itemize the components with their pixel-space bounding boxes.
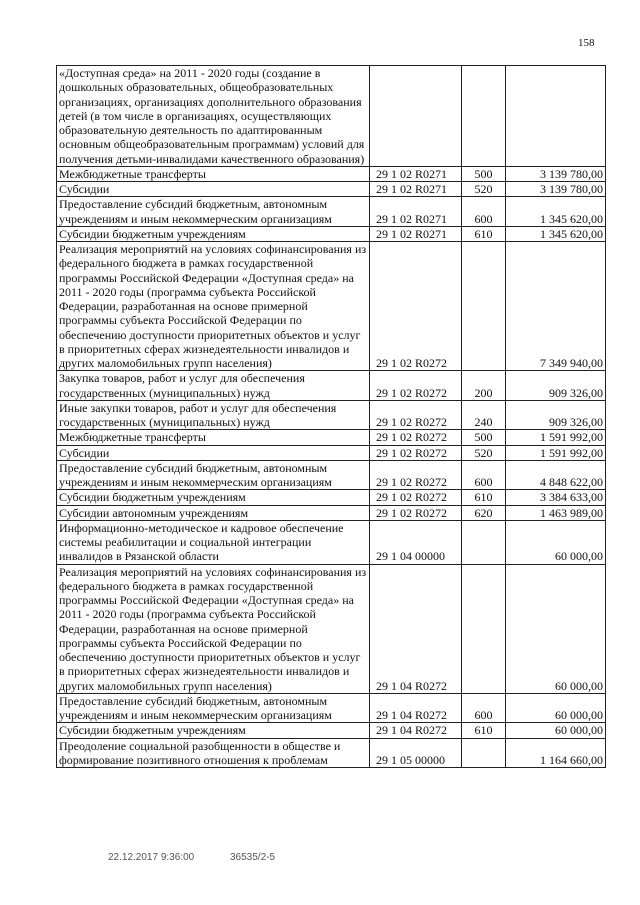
row-name: Субсидии автономным учреждениям [57,505,370,520]
row-expense-type: 610 [462,723,506,738]
row-expense-type [462,520,506,564]
row-name: Предоставление субсидий бюджетным, автономным учреждениям и иным некоммерческим организациям [57,197,370,227]
row-expense-type [462,738,506,768]
table-row [57,400,606,430]
row-code: 29 1 02 R0272 [370,460,462,490]
row-code [370,66,462,167]
row-expense-type: 520 [462,445,506,460]
row-code: 29 1 04 R0272 [370,723,462,738]
row-name: Преодоление социальной разобщенности в обществе и формирование позитивного отношения к проблемам [57,738,370,768]
table-body [57,66,606,768]
row-name: «Доступная среда» на 2011 - 2020 годы (создание в дошкольных образовательных, общеобразовательных организациях, организациях дополнительного образования детей (в том числе в организациях, осуществляющих образовательную деятельность по адаптированным основным общеобразовательным программам) условий для получения детьми-инвалидами качественного образования) [57,66,370,167]
row-name: Иные закупки товаров, работ и услуг для обеспечения государственных (муниципальных) нужд [57,400,370,430]
row-expense-type: 500 [462,430,506,445]
row-code: 29 1 02 R0272 [370,445,462,460]
row-expense-type [462,66,506,167]
row-amount: 60 000,00 [506,693,606,723]
row-amount: 3 384 633,00 [506,490,606,505]
row-expense-type: 600 [462,460,506,490]
row-expense-type: 610 [462,490,506,505]
row-name: Субсидии [57,445,370,460]
table-row [57,182,606,197]
row-name: Субсидии бюджетным учреждениям [57,226,370,241]
row-code: 29 1 02 R0271 [370,197,462,227]
table-row [57,430,606,445]
row-code: 29 1 04 R0272 [370,564,462,693]
table-row [57,505,606,520]
table-row [57,460,606,490]
row-code: 29 1 02 R0272 [370,490,462,505]
budget-table [56,65,606,768]
table-row [57,242,606,371]
footer-date: 22.12.2017 9:36:00 [108,852,195,863]
row-amount: 1 345 620,00 [506,197,606,227]
row-amount: 60 000,00 [506,723,606,738]
row-code: 29 1 02 R0272 [370,505,462,520]
table-row [57,564,606,693]
row-name: Информационно-методическое и кадровое обеспечение системы реабилитации и социальной интеграции инвалидов в Рязанской области [57,520,370,564]
row-amount: 1 164 660,00 [506,738,606,768]
row-expense-type: 610 [462,226,506,241]
row-amount: 3 139 780,00 [506,182,606,197]
row-name: Межбюджетные трансферты [57,430,370,445]
row-amount [506,66,606,167]
row-expense-type: 600 [462,693,506,723]
row-expense-type: 200 [462,371,506,401]
row-code: 29 1 05 00000 [370,738,462,768]
row-code: 29 1 02 R0272 [370,371,462,401]
row-amount: 1 345 620,00 [506,226,606,241]
table-row [57,197,606,227]
row-name: Реализация мероприятий на условиях софинансирования из федерального бюджета в рамках государственной программы Российской Федерации «Доступная среда» на 2011 - 2020 годы (программа субъекта Российской Федерации, разработанная на основе примерной программы субъекта Российской Федерации по обеспечению доступности приоритетных объектов и услуг в приоритетных сферах жизнедеятельности инвалидов и других маломобильных групп населения) [57,242,370,371]
row-amount: 4 848 622,00 [506,460,606,490]
table-row [57,445,606,460]
row-amount: 3 139 780,00 [506,166,606,181]
row-name: Реализация мероприятий на условиях софинансирования из федерального бюджета в рамках государственной программы Российской Федерации «Доступная среда» на 2011 - 2020 годы (программа субъекта Российской Федерации, разработанная на основе примерной программы субъекта Российской Федерации по обеспечению доступности приоритетных объектов и услуг в приоритетных сферах жизнедеятельности инвалидов и других маломобильных групп населения) [57,564,370,693]
row-expense-type: 620 [462,505,506,520]
row-code: 29 1 02 R0272 [370,430,462,445]
row-name: Субсидии [57,182,370,197]
table-row [57,226,606,241]
row-amount: 1 591 992,00 [506,430,606,445]
row-name: Субсидии бюджетным учреждениям [57,723,370,738]
table-row [57,693,606,723]
row-code: 29 1 04 00000 [370,520,462,564]
row-expense-type: 600 [462,197,506,227]
row-code: 29 1 04 R0272 [370,693,462,723]
row-amount: 1 463 989,00 [506,505,606,520]
footer-doc-id: 36535/2-5 [230,852,276,863]
row-code: 29 1 02 R0271 [370,226,462,241]
page-number: 158 [578,37,595,49]
table-row [57,490,606,505]
row-expense-type: 500 [462,166,506,181]
row-expense-type: 520 [462,182,506,197]
table-row [57,738,606,768]
table-row [57,166,606,181]
table-row [57,66,606,167]
row-name: Закупка товаров, работ и услуг для обеспечения государственных (муниципальных) нужд [57,371,370,401]
row-name: Субсидии бюджетным учреждениям [57,490,370,505]
row-amount: 60 000,00 [506,520,606,564]
row-name: Межбюджетные трансферты [57,166,370,181]
table-row [57,371,606,401]
row-expense-type [462,564,506,693]
table-row [57,723,606,738]
row-code: 29 1 02 R0271 [370,166,462,181]
row-expense-type: 240 [462,400,506,430]
row-code: 29 1 02 R0272 [370,242,462,371]
row-amount: 60 000,00 [506,564,606,693]
row-amount: 909 326,00 [506,400,606,430]
row-expense-type [462,242,506,371]
row-amount: 1 591 992,00 [506,445,606,460]
table-row [57,520,606,564]
row-name: Предоставление субсидий бюджетным, автономным учреждениям и иным некоммерческим организациям [57,460,370,490]
row-code: 29 1 02 R0271 [370,182,462,197]
row-amount: 909 326,00 [506,371,606,401]
row-code: 29 1 02 R0272 [370,400,462,430]
row-name: Предоставление субсидий бюджетным, автономным учреждениям и иным некоммерческим организациям [57,693,370,723]
row-amount: 7 349 940,00 [506,242,606,371]
